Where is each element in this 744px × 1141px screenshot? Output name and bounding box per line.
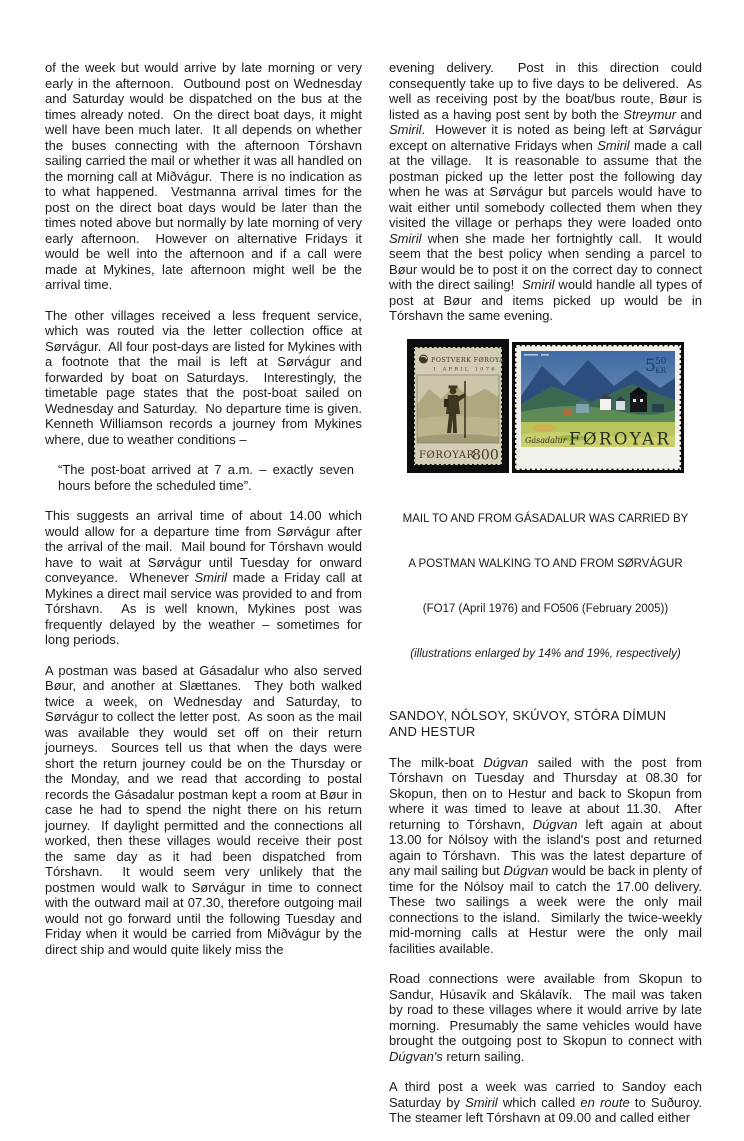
caption-line: MAIL TO AND FROM GÁSADALUR WAS CARRIED BY (402, 512, 689, 525)
stamps-figure (389, 339, 702, 473)
stamp-country-text: FØROYAR (569, 429, 672, 448)
paragraph: The milk-boat Dúgvan sailed with the post from Tórshavn on Tuesday and Thursday at 08.30 for Skopun, then on to Hestur and back to Skopun from where it was timed to leave at about 11.30. After returning to Tórshavn, Dúgvan left again at about 13.00 for Nólsoy with the island's post and returned again to Tórshavn. This was the latest departure of any mail sailing but Dúgvan would be back in plenty of time for the Nólsoy mail to catch the 17.00 delivery. These two sailings a week were the only mail connections to the island. Similarly the twice-weekly mid-morning calls at Hestur were the only mail facilities available. (389, 754, 710, 956)
figure-caption (389, 482, 702, 692)
caption-line: (FO17 (April 1976) and FO506 (February 2005)) (422, 602, 669, 615)
paragraph: This suggests an arrival time of about 14.00 which would allow for a departure time from Sørvágur after the arrival of the mail. Mail bound for Tórshavn would have to wait at Sørvágur until Tuesday for onward conveyance. Whenever Smiril made a Friday call at Mykines a direct mail service was provided to and from Tórshavn. As is well known, Mykines post was frequently delayed by the weather – sometimes for long periods. (45, 508, 366, 647)
house-white (600, 399, 611, 410)
paragraph: The other villages received a less frequent service, which was routed via the letter collection office at Sørvágur. All four post-days are listed for Mykines with a footnote that the mail is left at Sørvágur and forwarded by boat on Saturdays. Interestingly, the timetable page states that the post-boat sailed on Wednesday and Saturday. No departure time is given. Kenneth Williamson records a journey from Mykines where, due to weather conditions – (45, 307, 370, 447)
stamp-date-text: 1 APRIL 1976 (433, 366, 497, 372)
house-gray (616, 401, 625, 410)
house-blue (652, 404, 664, 412)
stamp-denomination (645, 356, 667, 376)
artist-signature (541, 354, 549, 356)
caption-line: (illustrations enlarged by 14% and 19%, respectively) (410, 647, 681, 660)
value-cents: 50 (655, 356, 667, 367)
house-black (630, 394, 647, 412)
section-heading-line1: SANDOY, NÓLSOY, SKÚVOY, STÓRA DÍMUN (389, 707, 667, 723)
section-heading (389, 708, 702, 740)
stamp-gasadalur-graphic (512, 342, 684, 473)
value-currency: KR (655, 365, 667, 375)
section-heading-line2: AND HESTUR (389, 723, 476, 739)
paragraph: Road connections were available from Skopun to Sandur, Húsavík and Skálavík. The mail was taken by road to these villages where it would arrive by late morning. Presumably the same vehicles would have brought the outgoing post to Skopun to connect with Dúgvan's return sailing. (389, 971, 706, 1064)
block-quote: “The post-boat arrived at 7 a.m. – exactly seven hours before the scheduled time”. (58, 462, 358, 493)
postman-bag (444, 399, 449, 407)
paragraph: A postman was based at Gásadalur who also served Bøur, and another at Slættanes. They both walked twice a week, on Wednesday and Saturday, to Sørvágur to collect the letter post. As soon as the mail was available they would set off on their return journeys. Sources tell us that when the days were short the return journey could be on the Thursday or the Monday, and we read that according to postal records the Gásadalur postman kept a room at Bøur in case he had to spend the night there on his return journey. If daylight permitted and the connections all worked, then these villages would receive their post the same day as it had been dispatched from Tórshavn. It would seem very unlikely that the postmen would walk to Sørvágur in time to connect with the outward mail at 07.30, therefore outgoing mail would not go forward until the following Tuesday and Friday when it would be carried from Miðvágur by the direct ship and would quite likely miss the (45, 662, 366, 957)
stamp-postman-graphic (407, 339, 509, 473)
stamp-value-text: 800 (472, 447, 499, 463)
paragraph: of the week but would arrive by late morning or very early in the afternoon. Outbound post on Wednesday and Saturday would be dispatched on the bus at the times already noted. On the direct boat days, it might well have been much later. It all depends on whether the buses connecting with the afternoon Tórshavn sailing carried the mail or whether it was all handled on the morning call at Miðvágur. There is no indication as to what happened. Vestmanna arrival times for the post on the direct boat days would be later than the times noted above but normally by late morning of very early afternoon. However on alternative Fridays it would be well into the afternoon and if a call were made at Mykines, late afternoon might well be the arrival time. (45, 60, 366, 292)
stamp-country-text: FØROYAR (419, 449, 475, 461)
paragraph: evening delivery. Post in this direction could consequently take up to five days to be delivered. As well as receiving post by the boat/bus route, Bøur is listed as a having post sent by both the Streymur and Smiril. However it is noted as being left at Sørvágur except on alternative Fridays when Smiril made a call at the village. It is reasonable to assume that the postman picked up the letter post the following day when he was at Sørvágur but parcels would have to wait either until somebody collected them when they visited the village or perhaps they were loaded onto Smiril when she made her fortnightly call. It would seem that the best policy when sending a parcel to Bøur would be to post it on the correct day to connect with the direct sailing! Smiril would handle all types of post at Bøur and items picked up would be in Tórshavn the same evening. (389, 60, 706, 323)
stamp-postman-1976 (407, 339, 509, 473)
artist-signature (524, 354, 538, 356)
house-teal (576, 404, 589, 413)
postman-head (450, 387, 457, 394)
value-whole: 5 (645, 355, 656, 376)
left-column (45, 60, 370, 972)
stamp-issuer-text: POSTVERK FØROYA (431, 355, 505, 364)
paragraph: A third post a week was carried to Sandoy each Saturday by Smiril which called en route to Suðuroy. The steamer left Tórshavn at 09.00 and called either (389, 1079, 710, 1125)
caption-line: A POSTMAN WALKING TO AND FROM SØRVÁGUR (408, 557, 683, 570)
postman-illustration (417, 375, 499, 443)
stamp-gasadalur-2005 (512, 342, 684, 473)
stamp-place-text: Gásadalur (525, 435, 567, 445)
house-brown (564, 409, 572, 415)
right-column (389, 60, 710, 1141)
